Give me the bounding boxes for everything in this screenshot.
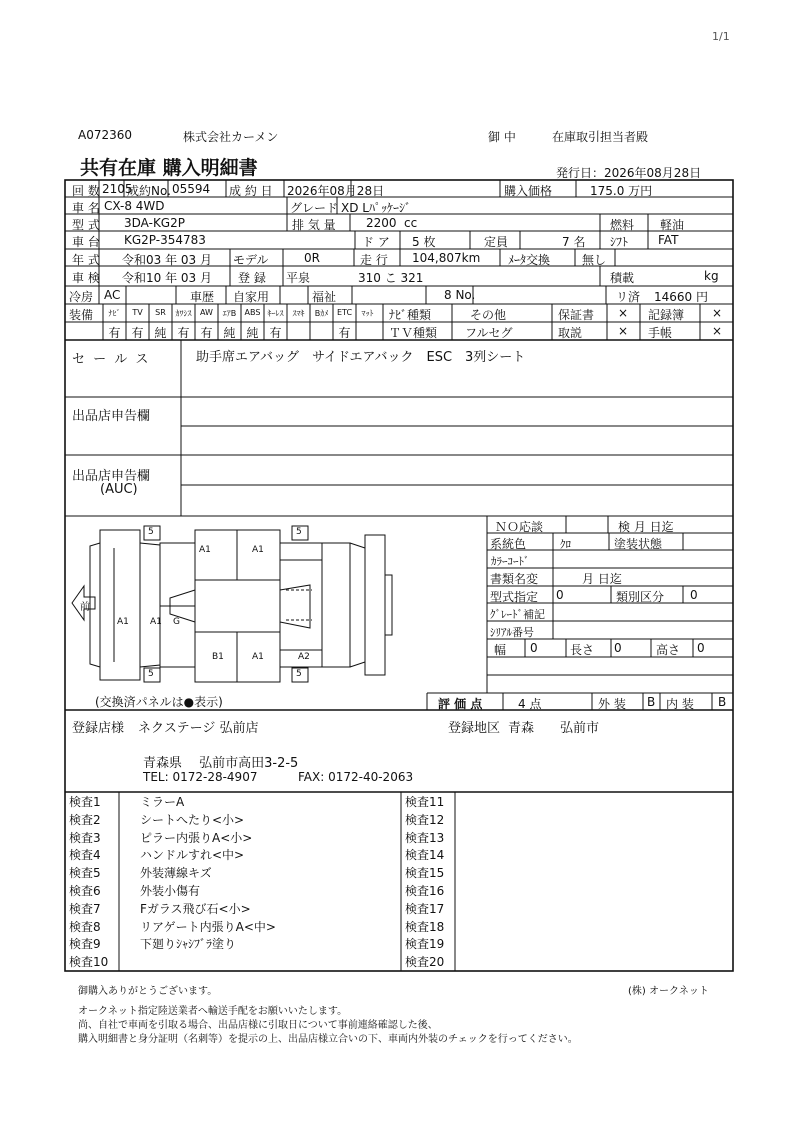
inspection-text: 外装小傷有 xyxy=(140,884,201,898)
fuel-label: 燃料 xyxy=(610,218,635,232)
history-value: 自家用 xyxy=(233,290,270,304)
model-name-value: CX-8 4WD xyxy=(104,199,165,213)
evaluation-label: 評 価 点 xyxy=(438,697,483,711)
declaration-auc-label: 出品店申告欄 xyxy=(72,469,151,484)
car-panel-diagram xyxy=(72,526,392,682)
front-label: 前 xyxy=(80,602,90,613)
footer-line-1: オークネット指定陸送業者へ輸送手配をお願いいたします。 xyxy=(78,1006,348,1017)
door-label: ド ア xyxy=(362,235,390,249)
equipment-item-label: TV xyxy=(132,308,143,317)
grade-value: XD Lﾊﾟｯｹｰｼﾞ xyxy=(341,201,411,215)
model-value: 0R xyxy=(304,251,320,265)
equipment-item-label: ETC xyxy=(336,308,353,317)
issue-date: 発行日：2026年08月28日 xyxy=(556,166,702,180)
length-value: 0 xyxy=(614,641,622,655)
price-label: 購入価格 xyxy=(504,184,553,198)
panel-mark: 5 xyxy=(148,527,154,537)
inspection-label: 検査10 xyxy=(69,955,109,969)
chassis-value: KG2P-354783 xyxy=(124,233,206,247)
price-value: 175.0 万円 xyxy=(590,184,653,198)
no8-label: 8 No. xyxy=(444,288,476,302)
footer-company: (株) オークネット xyxy=(628,986,709,997)
kaisu-value: 2105 xyxy=(102,182,133,196)
equipment-item-value: 有 xyxy=(200,326,213,340)
page-counter: 1/1 xyxy=(712,30,730,43)
ac-label: 冷房 xyxy=(69,290,94,304)
inspection-label: 検査18 xyxy=(405,920,445,934)
equipment-item-value: 有 xyxy=(108,326,121,340)
notebook-value: × xyxy=(712,324,723,338)
equipment-item-label: AW xyxy=(200,308,213,317)
color-label: 系統色 xyxy=(490,537,527,551)
navi-type-value: その他 xyxy=(470,308,507,322)
fuel-value: 軽油 xyxy=(660,218,685,232)
notebook-label: 手帳 xyxy=(648,326,673,340)
interior-label: 内 装 xyxy=(666,697,694,711)
equipment-item-value: 有 xyxy=(131,326,144,340)
record-label: 記録簿 xyxy=(648,308,685,322)
contract-no-label: 成約No. xyxy=(127,184,171,198)
grade-label: グレード xyxy=(290,201,339,215)
chassis-label: 車 台 xyxy=(72,235,100,249)
inspection-text: 外装薄線キズ xyxy=(140,866,212,880)
equipment-item-value: 有 xyxy=(177,326,190,340)
mileage-value: 104,807km xyxy=(412,251,481,265)
warranty-value: × xyxy=(618,306,629,320)
recycle-label: リ済 xyxy=(616,290,641,304)
height-value: 0 xyxy=(697,641,705,655)
navi-type-label: ﾅﾋﾞ種類 xyxy=(389,308,432,322)
equipment-label: 装備 xyxy=(69,308,94,322)
footer-line-3: 購入明細書と身分証明（名刺等）を提示の上、出品店様立合いの下、車両内外装のチェックを行ってください。 xyxy=(78,1034,578,1045)
length-label: 長さ xyxy=(570,643,595,657)
displacement-value: 2200 xyxy=(366,216,397,230)
type-value: 3DA-KG2P xyxy=(124,216,185,230)
contract-date-label: 成 約 日 xyxy=(229,184,273,198)
height-label: 高さ xyxy=(656,643,681,657)
inspection-label: 検査8 xyxy=(69,920,101,934)
panel-mark: A2 xyxy=(298,652,310,662)
buyer-company: 株式会社カーメン xyxy=(183,130,279,144)
kaisu-label: 回 数 xyxy=(72,184,100,198)
load-label: 積載 xyxy=(610,271,635,285)
paint-label: 塗装状態 xyxy=(614,537,663,551)
inspection-label: 検査2 xyxy=(69,813,101,827)
type-spec-label: 型式指定 xyxy=(490,590,539,604)
inspection-label: 検査17 xyxy=(405,902,445,916)
tv-type-label: ＴＶ種類 xyxy=(389,326,438,340)
meter-value: 無し xyxy=(582,253,607,267)
equipment-item-value: 有 xyxy=(269,326,282,340)
inspection-label: 検査12 xyxy=(405,813,445,827)
panel-mark: A1 xyxy=(252,545,264,555)
store-value: ネクステージ 弘前店 xyxy=(138,721,259,736)
equipment-item-value: 有 xyxy=(338,326,351,340)
store-label: 登録店様 xyxy=(72,721,125,736)
equipment-item-label: ﾅﾋﾞ xyxy=(108,309,121,318)
panel-mark: 5 xyxy=(148,669,154,679)
footer-line-2: 尚、自社で車両を引取る場合、出品店様に引取日について事前連絡確認した後、 xyxy=(78,1020,438,1031)
equipment-item-label: ｽﾏｷ xyxy=(292,309,305,318)
color-code-label: ｶﾗｰｺｰﾄﾞ xyxy=(491,555,530,568)
panel-mark: A1 xyxy=(117,617,129,627)
class-value: 0 xyxy=(690,588,698,602)
displacement-unit: cc xyxy=(404,216,418,230)
model-name-label: 車 名 xyxy=(72,201,100,215)
equipment-item-label: ｶﾜｼｽ xyxy=(175,309,192,318)
manual-label: 取説 xyxy=(558,326,583,340)
displacement-label: 排 気 量 xyxy=(292,218,336,232)
load-unit: kg xyxy=(704,269,719,283)
meter-label: ﾒｰﾀ交換 xyxy=(508,253,551,267)
sales-label: セ ー ル ス xyxy=(72,352,151,367)
inspection-label: 車 検 xyxy=(72,271,100,285)
inspection-text: ミラーA xyxy=(140,795,185,809)
interior-grade: B xyxy=(718,695,727,709)
inspection-text: ハンドルすれ<中> xyxy=(140,848,245,862)
equipment-item-label: ｷｰﾚｽ xyxy=(267,309,284,318)
year-label: 年 式 xyxy=(72,253,100,267)
panel-mark: A1 xyxy=(199,545,211,555)
mileage-label: 走 行 xyxy=(360,253,388,267)
shift-value: FAT xyxy=(658,233,679,247)
equipment-item-value: 純 xyxy=(223,326,236,340)
panel-mark: 5 xyxy=(296,527,302,537)
registration-number: 310 こ 321 xyxy=(358,271,424,285)
record-value: × xyxy=(712,306,723,320)
inspection-label: 検査9 xyxy=(69,937,101,951)
inspection-label: 検査20 xyxy=(405,955,445,969)
equipment-item-label: ABS xyxy=(244,308,261,317)
name-change-label: 書類名変 xyxy=(490,572,539,586)
equipment-item-label: ｴｱB xyxy=(222,309,237,318)
inspection-value: 令和10 年 03 月 xyxy=(122,271,212,285)
type-spec-value: 0 xyxy=(556,588,564,602)
sales-text: 助手席エアバッグ サイドエアバック ESC 3列シート xyxy=(196,350,526,365)
capacity-label: 定員 xyxy=(484,235,509,249)
exterior-label: 外 装 xyxy=(598,697,626,711)
class-label: 類別区分 xyxy=(616,590,665,604)
panel-mark: 5 xyxy=(296,669,302,679)
manual-value: × xyxy=(618,324,629,338)
registration-value: 平泉 xyxy=(286,271,311,285)
width-value: 0 xyxy=(530,641,538,655)
inspection-label: 検査13 xyxy=(405,831,445,845)
inspection-label: 検査19 xyxy=(405,937,445,951)
equipment-item-value: 純 xyxy=(154,326,167,340)
year-value: 令和03 年 03 月 xyxy=(122,253,212,267)
inspection-label: 検査5 xyxy=(69,866,101,880)
inspection-label: 検査7 xyxy=(69,902,101,916)
inspection-text: Fガラス飛び石<小> xyxy=(140,902,251,916)
ac-value: AC xyxy=(104,288,121,302)
grade-memo-label: ｸﾞﾚｰﾄﾞ補記 xyxy=(490,608,545,621)
attention-line: 在庫取引担当者殿 xyxy=(552,130,649,144)
color-value: ｸﾛ xyxy=(560,538,571,551)
inspection-label: 検査4 xyxy=(69,848,101,862)
inspection-label: 検査6 xyxy=(69,884,101,898)
document-title: 共有在庫 購入明細書 xyxy=(80,157,258,179)
inspection-label: 検査11 xyxy=(405,795,445,809)
inspection-label: 検査16 xyxy=(405,884,445,898)
tv-type-value: フルセグ xyxy=(465,326,513,340)
capacity-value: 7 名 xyxy=(562,235,586,249)
equipment-item-label: SR xyxy=(155,308,166,317)
type-label: 型 式 xyxy=(72,218,100,232)
region-label: 登録地区 xyxy=(448,721,501,736)
panel-mark: A1 xyxy=(252,652,264,662)
model-label: モデル xyxy=(233,253,269,267)
shift-label: ｼﾌﾄ xyxy=(610,235,629,249)
inspection-label: 検査15 xyxy=(405,866,445,880)
stock-number: A072360 xyxy=(78,128,133,142)
no-label: ＮＯ応談 xyxy=(495,520,544,534)
inspection-due-label: 検 月 日迄 xyxy=(618,520,674,534)
equipment-item-label: ﾏｯﾄ xyxy=(361,309,374,318)
panel-mark: G xyxy=(173,617,180,627)
inspection-text: 下廻りｼｬｼﾌﾞﾗ塗り xyxy=(140,937,237,951)
warranty-label: 保証書 xyxy=(558,308,595,322)
inspection-text: シートへたり<小> xyxy=(140,813,245,827)
width-label: 幅 xyxy=(494,643,507,657)
inspection-label: 検査14 xyxy=(405,848,445,862)
equipment-item-label: Bｶﾒ xyxy=(314,309,329,318)
exterior-grade: B xyxy=(647,695,656,709)
honorific: 御 中 xyxy=(488,130,516,144)
recycle-value: 14660 円 xyxy=(654,290,708,304)
region-value: 青森 弘前市 xyxy=(508,721,600,736)
thanks-text: 御購入ありがとうございます。 xyxy=(78,986,218,997)
registration-label: 登 録 xyxy=(238,271,266,285)
panel-note: (交換済パネルは●表示) xyxy=(95,695,223,709)
welfare-label: 福祉 xyxy=(312,290,337,304)
door-value: 5 枚 xyxy=(412,235,436,249)
name-change-date: 月 日迄 xyxy=(582,572,622,586)
inspection-label: 検査3 xyxy=(69,831,101,845)
inspection-label: 検査1 xyxy=(69,795,101,809)
history-label: 車歴 xyxy=(190,290,215,304)
panel-mark: B1 xyxy=(212,652,224,662)
inspection-text: ピラー内張りA<小> xyxy=(140,831,253,845)
declaration-auc-sub: (AUC) xyxy=(100,482,138,497)
equipment-item-value: 純 xyxy=(246,326,259,340)
panel-mark: A1 xyxy=(150,617,162,627)
inspection-text: リアゲート内張りA<中> xyxy=(140,920,276,934)
contract-date-value: 2026年08月28日 xyxy=(287,184,385,198)
declaration-label: 出品店申告欄 xyxy=(72,409,151,424)
dealer-tel: TEL: 0172-28-4907 xyxy=(143,770,258,784)
evaluation-score: 4 点 xyxy=(518,697,542,711)
dealer-fax: FAX: 0172-40-2063 xyxy=(298,770,414,784)
dealer-address: 青森県 弘前市高田3-2-5 xyxy=(143,756,299,771)
serial-label: ｼﾘｱﾙ番号 xyxy=(490,626,534,639)
contract-no-value: 05594 xyxy=(172,182,211,196)
